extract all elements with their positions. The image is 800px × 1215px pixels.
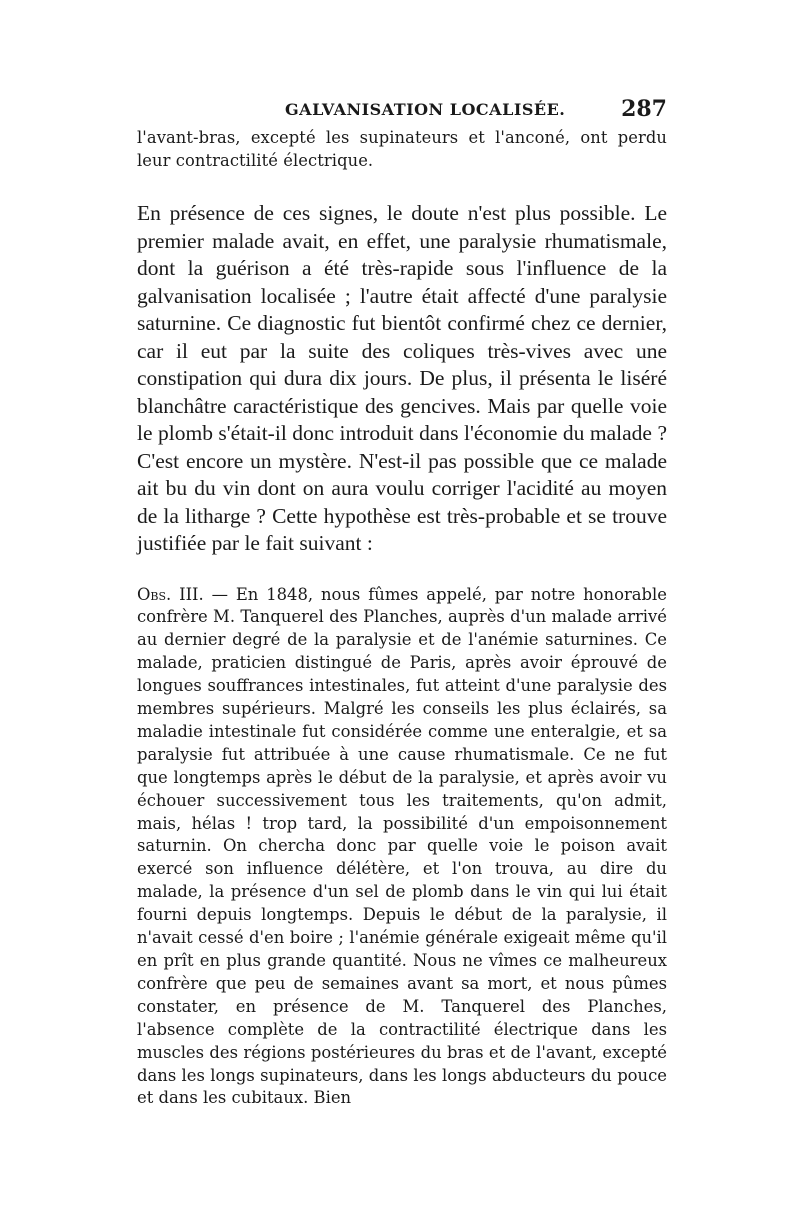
observation-label: Obs. III. bbox=[137, 584, 204, 604]
book-page bbox=[137, 96, 667, 1110]
observation-paragraph bbox=[137, 584, 667, 1111]
continuation-paragraph: l'avant-bras, excepté les supinateurs et l'anconé, ont perdu leur contractilité électrique. bbox=[137, 128, 667, 170]
running-title: GALVANISATION LOCALISÉE. bbox=[285, 100, 566, 119]
running-header bbox=[137, 96, 667, 126]
page-number: 287 bbox=[621, 96, 667, 122]
observation-text: — En 1848, nous fûmes appelé, par notre honorable confrère M. Tanquerel des Planches, auprès d'un malade arrivé au dernier degré de la paralysie et de l'anémie saturnines. Ce malade, praticien distingué de Paris, après avoir éprouvé de longues souffrances intestinales, fut atteint d'une paralysie des membres supérieurs. Malgré les conseils les plus éclairés, sa maladie intestinale fut considérée comme une enteralgie, et sa paralysie fut attribuée à une cause rhumatismale. Ce ne fut que longtemps après le début de la paralysie, et après avoir vu échouer successivement tous les traitements, qu'on admit, mais, hélas ! trop tard, la possibilité d'un empoisonnement saturnin. On chercha donc par quelle voie le poison avait exercé son influence délétère, et l'on trouva, au dire du malade, la présence d'un sel de plomb dans le vin qui lui était fourni depuis longtemps. Depuis le début de la paralysie, il n'avait cessé d'en boire ; l'anémie générale exigeait même qu'il en prît en plus grande quantité. Nous ne vîmes ce malheureux confrère que peu de semaines avant sa mort, et nous pûmes constater, en présence de M. Tanquerel des Planches, l'absence complète de la contractilité électrique dans les muscles des régions postérieures du bras et de l'avant, excepté dans les longs supinateurs, dans les longs abducteurs du pouce et dans les cubitaux. Bien bbox=[137, 584, 667, 1108]
main-paragraph: En présence de ces signes, le doute n'est plus possible. Le premier malade avait, en effet, une paralysie rhumatismale, dont la guérison a été très-rapide sous l'influence de la galvanisation localisée ; l'autre était affecté d'une paralysie saturnine. Ce diagnostic fut bientôt confirmé chez ce dernier, car il eut par la suite des coliques très-vives avec une constipation qui dura dix jours. De plus, il présenta le liséré blanchâtre caractéristique des gencives. Mais par quelle voie le plomb s'était-il donc introduit dans l'économie du malade ? C'est encore un mystère. N'est-il pas possible que ce malade ait bu du vin dont on aura voulu corriger l'acidité au moyen de la litharge ? Cette hypothèse est très-probable et se trouve justifiée par le fait suivant : bbox=[137, 201, 667, 555]
